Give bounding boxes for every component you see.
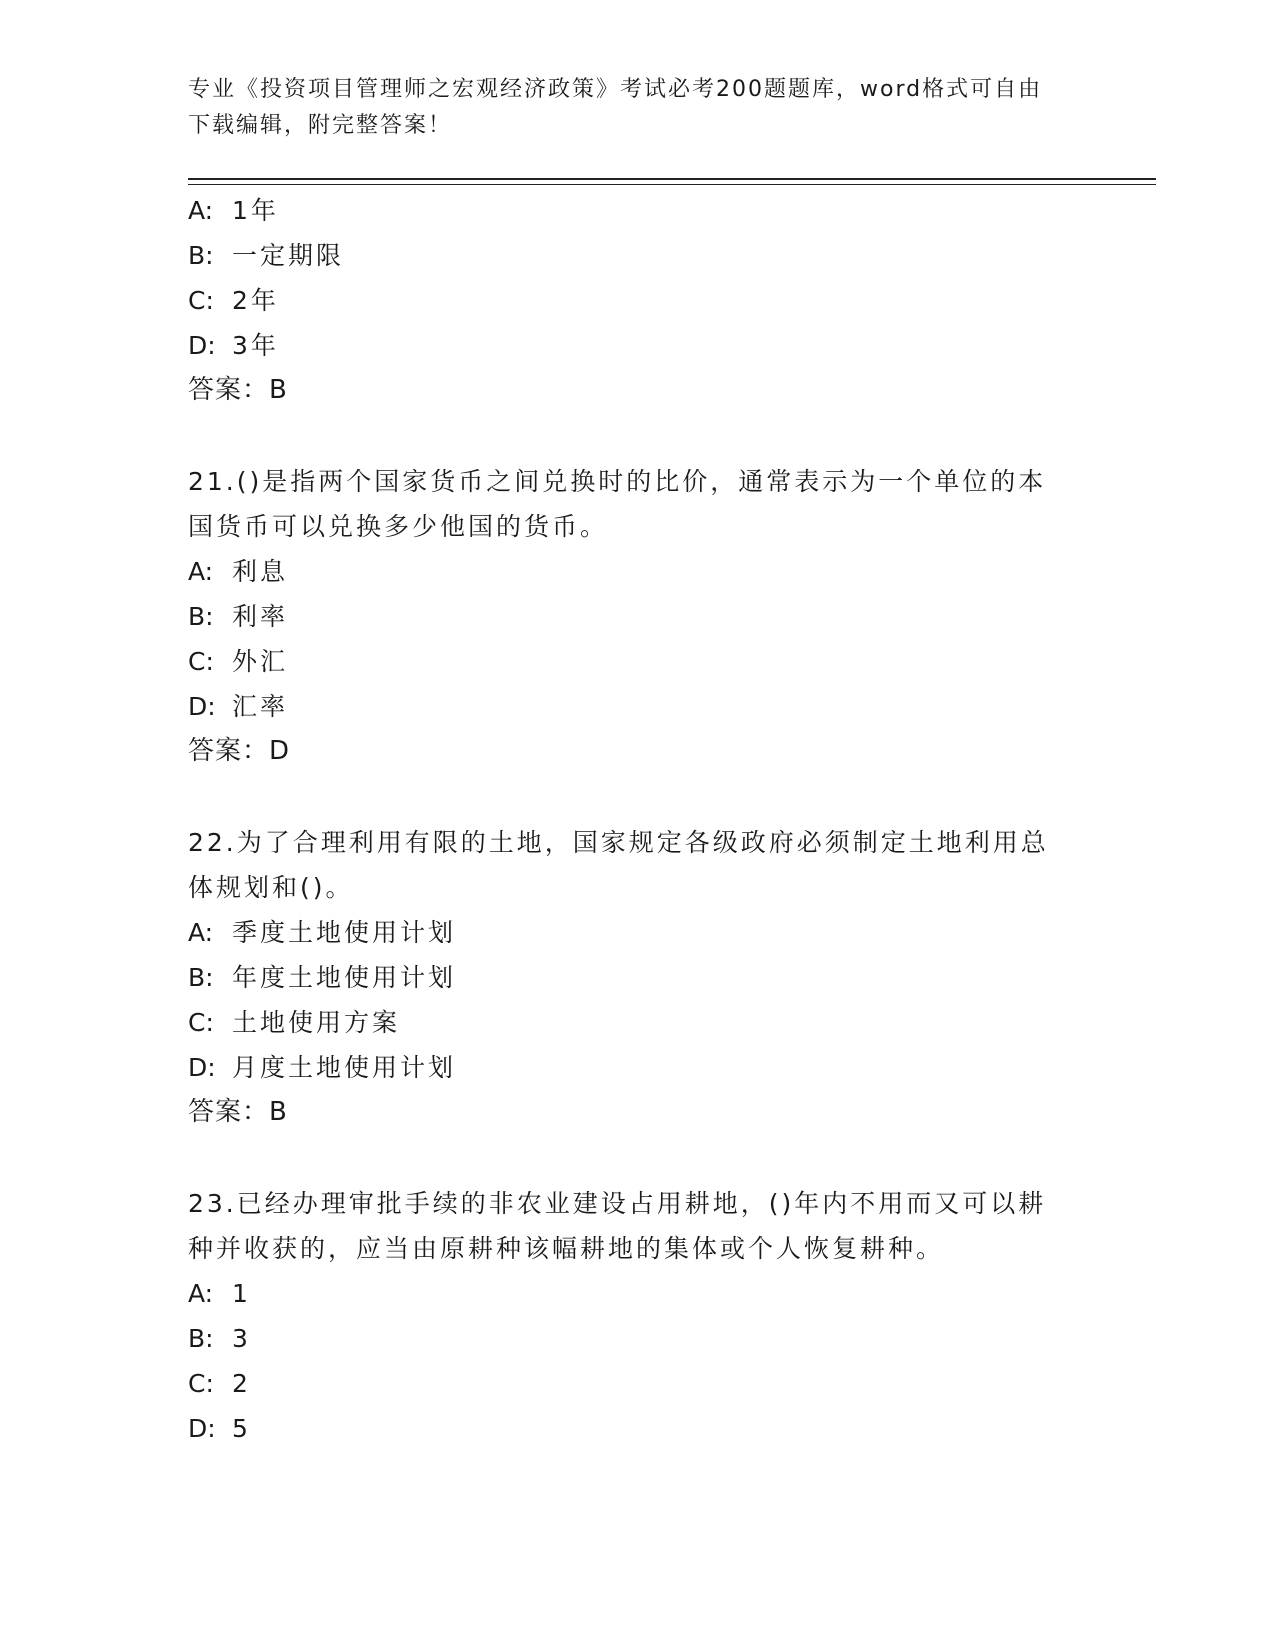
option-letter: A: — [188, 1279, 214, 1308]
question-stem — [188, 1181, 1078, 1271]
option-d — [188, 323, 1078, 368]
answer-line: 答案：D — [188, 736, 291, 766]
option-a — [188, 188, 1078, 233]
option-text: 汇率 — [232, 692, 289, 721]
option-text: 利率 — [232, 602, 289, 631]
option-letter: C: — [188, 1008, 214, 1037]
option-text: 1年 — [232, 196, 279, 225]
option-b — [188, 233, 1078, 278]
option-text: 利息 — [232, 557, 289, 586]
option-letter: D: — [188, 331, 216, 360]
option-d — [188, 1045, 1078, 1090]
option-text: 1 — [232, 1279, 251, 1308]
stem-line-2: 种并收获的，应当由原耕种该幅耕地的集体或个人恢复耕种。 — [188, 1234, 945, 1263]
option-c — [188, 1000, 1078, 1045]
option-letter: C: — [188, 647, 214, 676]
question-22 — [188, 820, 1078, 1135]
option-text: 3 — [232, 1324, 251, 1353]
stem-line-2: 国货币可以兑换多少他国的货币。 — [188, 512, 609, 541]
answer-line: 答案：B — [188, 375, 288, 405]
option-letter: D: — [188, 1414, 216, 1443]
option-text: 季度土地使用计划 — [232, 918, 457, 947]
answer-line: 答案：B — [188, 1097, 288, 1127]
option-b — [188, 955, 1078, 1000]
question-23 — [188, 1181, 1078, 1451]
option-a — [188, 549, 1078, 594]
option-text: 5 — [232, 1414, 251, 1443]
option-text: 2年 — [232, 286, 279, 315]
option-text: 3年 — [232, 331, 279, 360]
option-c — [188, 639, 1078, 684]
option-d — [188, 1406, 1078, 1451]
option-c — [188, 1361, 1078, 1406]
question-stem — [188, 820, 1078, 910]
option-letter: A: — [188, 918, 214, 947]
header-rule-thick — [188, 178, 1156, 180]
header-line-1: 专业《投资项目管理师之宏观经济政策》考试必考200题题库，word格式可自由 — [188, 77, 1043, 102]
option-text: 土地使用方案 — [232, 1008, 401, 1037]
option-letter: B: — [188, 1324, 214, 1353]
option-text: 2 — [232, 1369, 251, 1398]
question-content — [188, 188, 1078, 1451]
stem-line-1: 22.为了合理利用有限的土地，国家规定各级政府必须制定土地利用总 — [188, 828, 1049, 857]
option-c — [188, 278, 1078, 323]
stem-line-1: 21.()是指两个国家货币之间兑换时的比价，通常表示为一个单位的本 — [188, 467, 1047, 496]
option-letter: D: — [188, 1053, 216, 1082]
question-21 — [188, 459, 1078, 774]
option-letter: D: — [188, 692, 216, 721]
option-letter: A: — [188, 557, 214, 586]
option-d — [188, 684, 1078, 729]
option-letter: C: — [188, 286, 214, 315]
option-letter: A: — [188, 196, 214, 225]
option-text: 年度土地使用计划 — [232, 963, 457, 992]
option-text: 一定期限 — [232, 241, 345, 270]
question-20-continued — [188, 188, 1078, 413]
stem-line-1: 23.已经办理审批手续的非农业建设占用耕地，()年内不用而又可以耕 — [188, 1189, 1047, 1218]
header-rule-thin — [188, 184, 1156, 185]
option-a — [188, 910, 1078, 955]
option-a — [188, 1271, 1078, 1316]
option-letter: B: — [188, 241, 214, 270]
option-text: 外汇 — [232, 647, 289, 676]
option-text: 月度土地使用计划 — [232, 1053, 457, 1082]
option-b — [188, 1316, 1078, 1361]
question-stem — [188, 459, 1078, 549]
option-letter: B: — [188, 602, 214, 631]
option-letter: B: — [188, 963, 214, 992]
header-line-2: 下载编辑，附完整答案！ — [188, 113, 453, 138]
document-header — [188, 72, 1088, 144]
stem-line-2: 体规划和()。 — [188, 873, 354, 902]
option-letter: C: — [188, 1369, 214, 1398]
option-b — [188, 594, 1078, 639]
